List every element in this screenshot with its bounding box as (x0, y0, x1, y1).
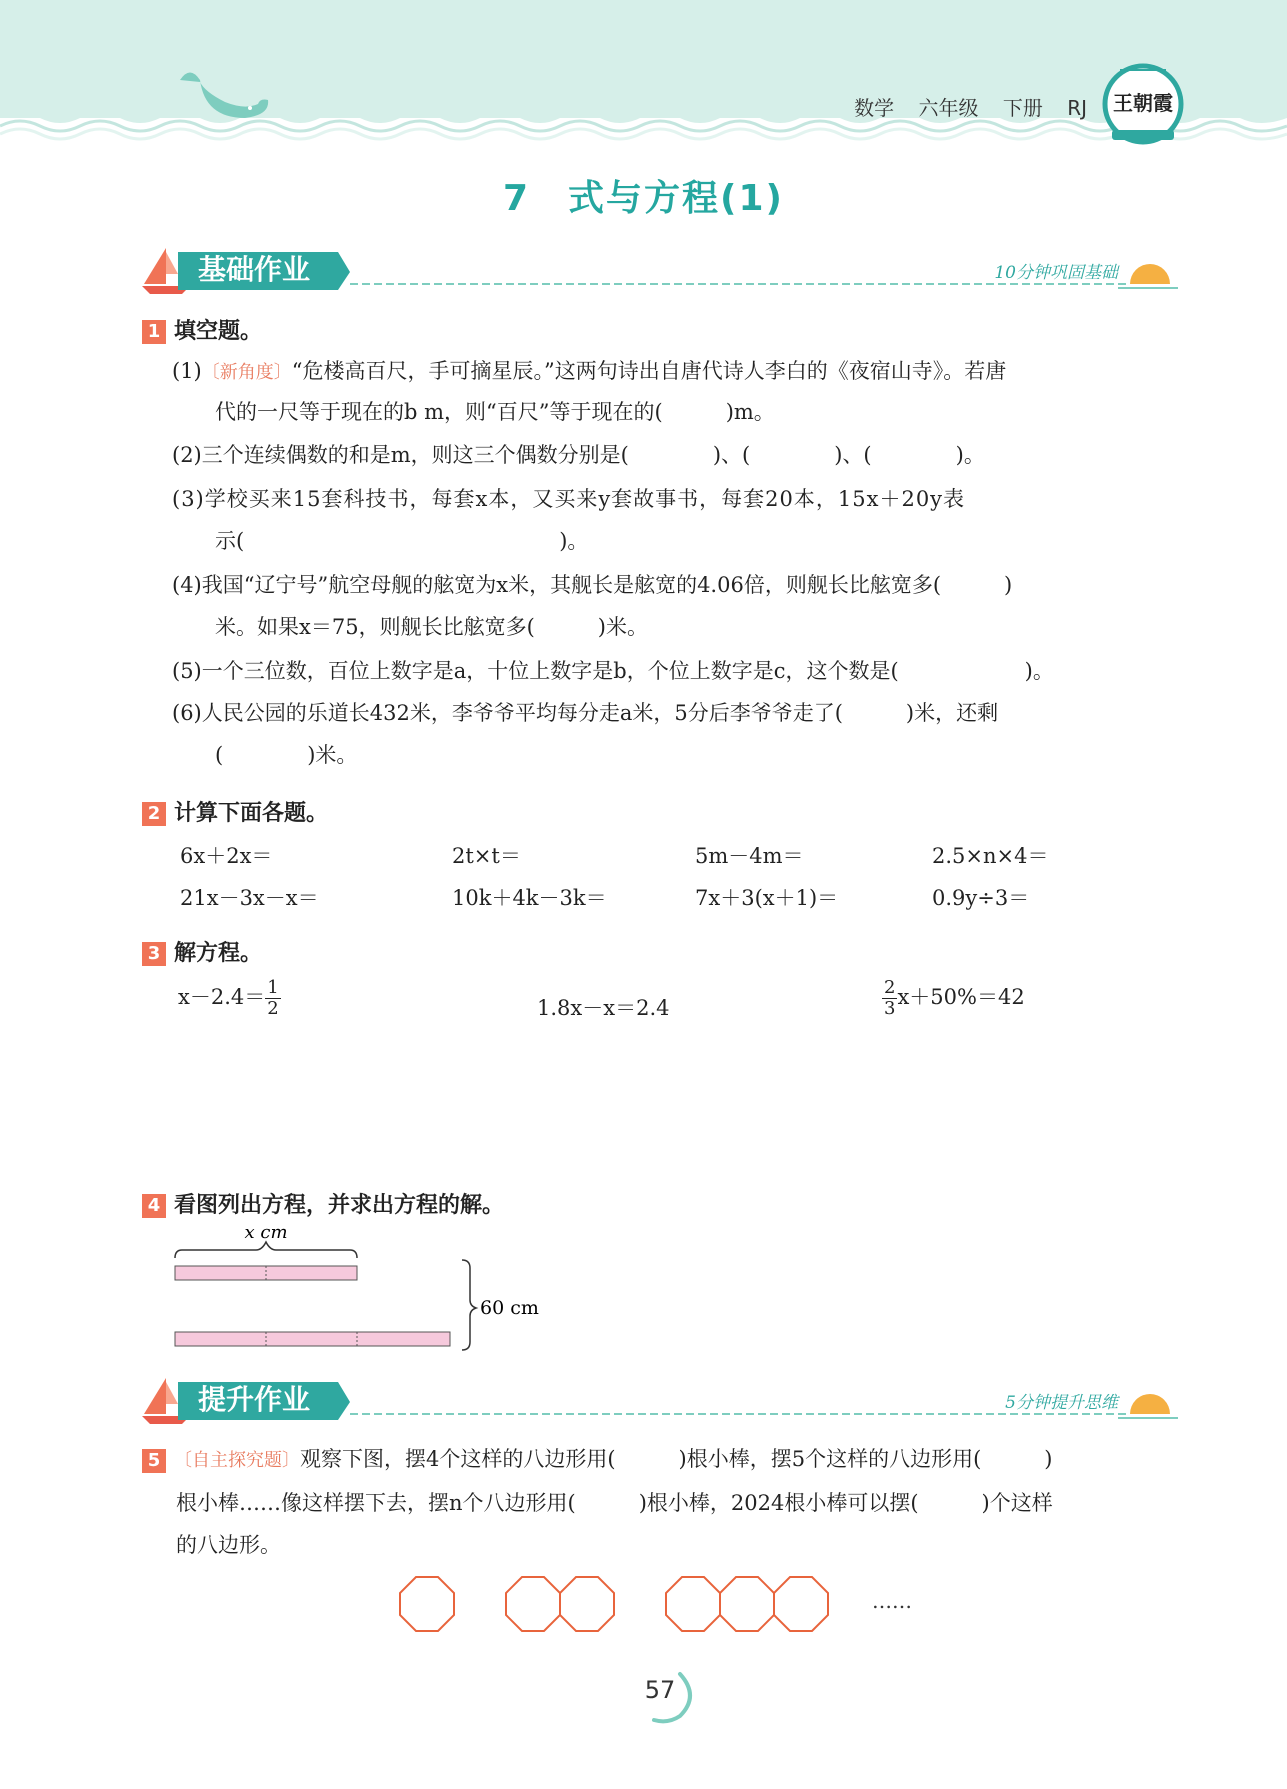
header-grade: 六年级 (918, 96, 979, 120)
long-bar (175, 1332, 450, 1346)
page-number-swirl-icon (628, 1668, 698, 1724)
octagon-3-2 (720, 1577, 774, 1631)
q1-title (142, 314, 262, 345)
brand-logo-text: 王朝霞 (1113, 91, 1173, 115)
section-basic-label: 基础作业 (198, 253, 311, 286)
octagon-1-1 (400, 1577, 454, 1631)
q2-title (142, 796, 328, 827)
header-volume: 下册 (1002, 96, 1043, 120)
pattern-ellipsis: …… (872, 1589, 912, 1613)
header-wave-band (0, 0, 1287, 150)
q1-item-4: (4)我国“辽宁号”航空母舰的舷宽为x米，其舰长是舷宽的4.06倍，则舰长比舷宽多( ) (172, 573, 1013, 597)
q3-title (142, 936, 262, 967)
q2-expr-2: 2t×t＝ (452, 844, 521, 868)
q4-bar-diagram (170, 1226, 570, 1356)
header-edition: RJ (1067, 96, 1087, 120)
q3-title-text: 解方程。 (174, 941, 263, 966)
q3-equation-3: $\frac{2}{3}$ x＋50%＝42 (884, 977, 1025, 1019)
page-title: 7 式与方程(1) (502, 178, 784, 219)
octagon-pattern-figure (396, 1572, 956, 1642)
q1-item-3-line2: 示( )。 (215, 529, 589, 553)
q3-number: 3 (142, 942, 166, 966)
octagon-2-2 (560, 1577, 614, 1631)
section-basic-note: 10分钟巩固基础 (994, 263, 1118, 283)
q2-expr-7: 7x＋3(x＋1)＝ (695, 886, 839, 910)
octagon-3-1 (666, 1577, 720, 1631)
explore-tag: 〔自主探究题〕 (174, 1450, 300, 1471)
q5-line-2: 根小棒……像这样摆下去，摆n个八边形用( )根小棒，2024根小棒可以摆( )个这样 (176, 1491, 1053, 1515)
q1-item-4-line2: 米。如果x＝75，则舰长比舷宽多( )米。 (215, 615, 648, 639)
q1-item-2: (2)三个连续偶数的和是m，则这三个偶数分别是( )、( )、( )。 (172, 443, 985, 467)
header-subject: 数学 (854, 96, 895, 120)
brand-logo (1100, 58, 1186, 150)
section-advanced-label: 提升作业 (198, 1383, 311, 1416)
octagon-2-1 (506, 1577, 560, 1631)
q1-number: 1 (142, 320, 166, 344)
sunset-icon (1118, 1394, 1178, 1418)
q1-item-6-line2: ( )米。 (215, 743, 358, 767)
header-book-info (836, 92, 1087, 121)
page-number: 57 (644, 1676, 676, 1704)
q5-line-1: 5 〔自主探究题〕观察下图，摆4个这样的八边形用( )根小棒，摆5个这样的八边形用( ) (142, 1444, 1053, 1476)
section-advanced-note: 5分钟提升思维 (1005, 1393, 1118, 1413)
q3-equation-1: x－2.4＝ $\frac{1}{2}$ (178, 977, 279, 1019)
q1-item-6: (6)人民公园的乐道长432米，李爷爷平均每分走a米，5分后李爷爷走了( )米，还剩 (172, 701, 999, 725)
q2-expr-4: 2.5×n×4＝ (932, 844, 1049, 868)
q1-title-text: 填空题。 (174, 319, 263, 344)
q2-expr-3: 5m－4m＝ (695, 844, 804, 868)
q4-number: 4 (142, 1194, 166, 1218)
total-length-label: 60 cm (480, 1297, 539, 1319)
top-brace (175, 1242, 357, 1258)
q2-expr-5: 21x－3x－x＝ (180, 886, 319, 910)
q1-item-1: (1)〔新角度〕“危楼高百尺，手可摘星辰。”这两句诗出自唐代诗人李白的《夜宿山寺》。若唐 (172, 359, 1007, 383)
sunset-icon (1118, 264, 1178, 288)
top-bar-label: x cm (244, 1226, 288, 1243)
q2-number: 2 (142, 802, 166, 826)
q1-item-3: (3)学校买来15套科技书，每套x本，又买来y套故事书，每套20本，15x＋20y表 (172, 487, 966, 511)
q5-number: 5 (142, 1449, 166, 1473)
short-bar (175, 1266, 357, 1280)
q4-title-text: 看图列出方程，并求出方程的解。 (174, 1193, 505, 1218)
q2-title-text: 计算下面各题。 (174, 801, 329, 826)
q2-expr-8: 0.9y÷3＝ (932, 886, 1030, 910)
new-angle-tag: 〔新角度〕 (201, 362, 292, 383)
q3-equation-2: 1.8x－x＝2.4 (537, 996, 670, 1020)
section-basic-header (138, 244, 1178, 294)
q2-expr-1: 6x＋2x＝ (180, 844, 273, 868)
q5-line-3: 的八边形。 (176, 1533, 281, 1557)
q1-item-1-line2: 代的一尺等于现在的b m，则“百尺”等于现在的( )m。 (215, 400, 775, 424)
q2-expr-6: 10k＋4k－3k＝ (452, 886, 607, 910)
q1-item-5: (5)一个三位数，百位上数字是a，十位上数字是b，个位上数字是c，这个数是( )。 (172, 659, 1054, 683)
q4-title (142, 1188, 504, 1219)
octagon-3-3 (774, 1577, 828, 1631)
section-advanced-header (138, 1374, 1178, 1424)
right-brace (462, 1260, 476, 1350)
